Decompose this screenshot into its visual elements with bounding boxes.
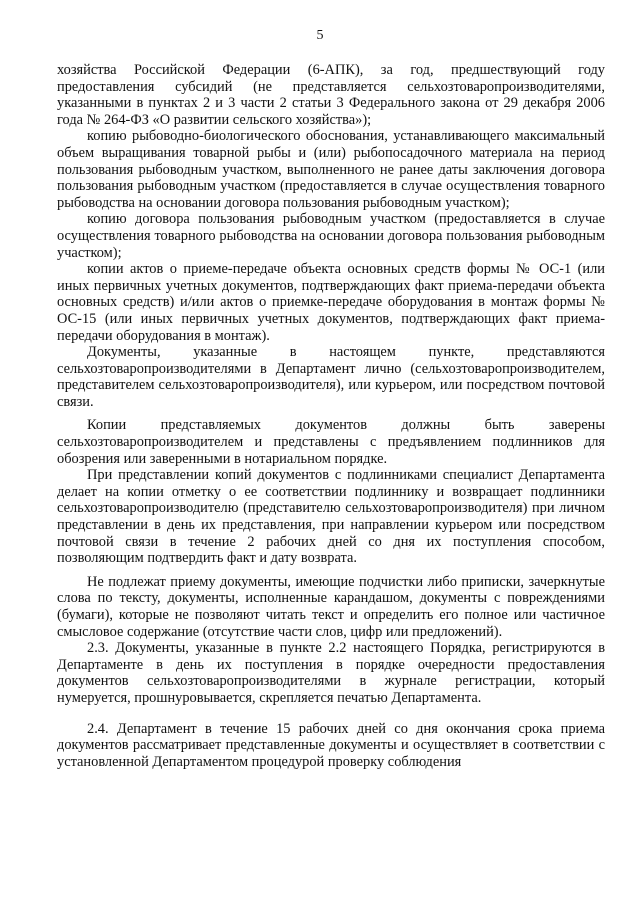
paragraph-6: Копии представляемых документов должны быть заверены сельхозтоваропроизводителем и представлены с предъявлением подлинников для обозрения или заверенными в нотариальном порядке.: [57, 417, 605, 467]
paragraph-4: копии актов о приеме-передаче объекта основных средств формы № ОС-1 (или иных первичных учетных документов, подтверждающих факт приема-передачи объекта основных средств) и/или актов о приемке-передаче оборудования в монтаж формы № ОС-15 (или иных первичных учетных документов, подтверждающих факт приема-передачи оборудования в монтаж).: [57, 261, 605, 344]
paragraph-10: 2.4. Департамент в течение 15 рабочих дней со дня окончания срока приема документов рассматривает представленные документы и осуществляет в соответствии с установленной Департаментом процедурой проверку соблюдения: [57, 720, 605, 770]
paragraph-7: При представлении копий документов с подлинниками специалист Департамента делает на копии отметку о ее соответствии подлиннику и возвращает подлинники сельхозтоваропроизводителю (представителю сельхозтоваропроизводителя) при личном представлении в день их представления, при направлении курьером или посредством почтовой связи в течение 2 рабочих дней со дня их поступления способом, позволяющим подтвердить факт и дату возврата.: [57, 467, 605, 567]
paragraph-8: Не подлежат приему документы, имеющие подчистки либо приписки, зачеркнутые слова по тексту, документы, исполненные карандашом, документы с повреждениями (бумаги), которые не позволяют читать текст и определить его полное или частичное смысловое содержание (отсутствие части слов, цифр или предложений).: [57, 573, 605, 640]
paragraph-5: Документы, указанные в настоящем пункте, представляются сельхозтоваропроизводителями в Департамент лично (сельхозтоваропроизводителем, представителем сельхозтоваропроизводителя), или курьером, или посредством почтовой связи.: [57, 344, 605, 410]
paragraph-3: копию договора пользования рыбоводным участком (предоставляется в случае осуществления товарного рыбоводства на основании договора пользования рыбоводным участком);: [57, 211, 605, 261]
paragraph-2: копию рыбоводно-биологического обоснования, устанавливающего максимальный объем выращивания товарной рыбы и (или) рыбопосадочного материала на период пользования рыбоводным участком, выполненного не ранее даты заключения договора пользования рыбоводным участком (предоставляется в случае осуществления товарного рыбоводства на основании договора пользования рыбоводным участком);: [57, 128, 605, 211]
paragraph-1: хозяйства Российской Федерации (6-АПК), за год, предшествующий году предоставления субсидий (не представляется сельхозтоваропроизводителями, указанными в пунктах 2 и 3 части 2 статьи 3 Федерального закона от 29 декабря 2006 года № 264-ФЗ «О развитии сельского хозяйства»);: [57, 62, 605, 128]
document-body: [57, 62, 605, 770]
paragraph-9: 2.3. Документы, указанные в пункте 2.2 настоящего Порядка, регистрируются в Департаменте в день их поступления в порядке очередности предоставления документов сельхозтоваропроизводителями в журнале регистрации, который нумеруется, прошнуровывается, скрепляется печатью Департамента.: [57, 640, 605, 706]
page-number: 5: [316, 28, 324, 43]
